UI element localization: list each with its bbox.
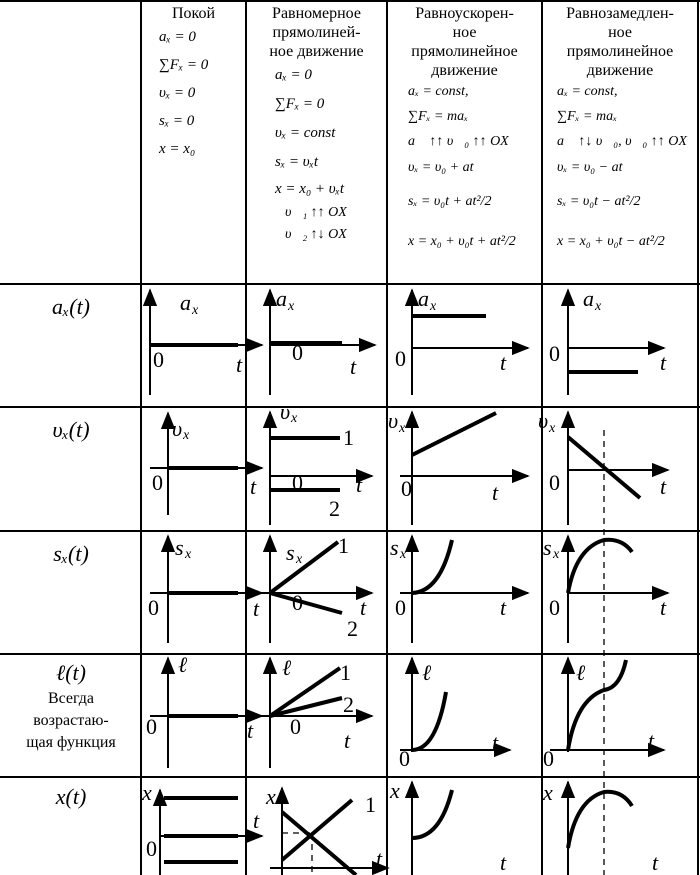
axis-label: υ [538, 408, 549, 433]
axis-label: x [142, 780, 152, 805]
formula: aₓ = 0 [275, 67, 312, 83]
formula: υₓ = 0 [159, 85, 196, 101]
row-function: υₓ(t) [52, 417, 90, 442]
time-label: t [350, 354, 357, 379]
header-title: Покой [171, 5, 216, 22]
axis-label: a [583, 286, 594, 311]
formula: a⃗ ↑↑ υ⃗₀ ↑↑ OX [408, 134, 509, 149]
graph-length-uniform [262, 655, 372, 768]
row-function: ℓ(t) [56, 660, 86, 685]
formula: ∑Fₓ = 0 [159, 57, 209, 73]
zero-label: 0 [395, 346, 406, 371]
zero-label: 0 [292, 340, 303, 365]
formula: υₓ = const [275, 125, 336, 141]
axis-sub: x [192, 303, 199, 318]
graph-x-decelerated [542, 780, 659, 875]
axis-sub: x [291, 411, 298, 426]
series-label: 2 [343, 692, 354, 717]
header-title: Равноускорен- ное прямолинейное движение [411, 5, 518, 79]
zero-label: 0 [401, 476, 412, 501]
axis-sub: x [553, 547, 560, 562]
time-label: t [247, 718, 254, 743]
zero-label: 0 [290, 714, 301, 739]
zero-label: 0 [395, 595, 406, 620]
row-function: sₓ(t) [53, 541, 89, 566]
graph-length-accelerated [399, 658, 510, 771]
time-label: t [360, 595, 367, 620]
formula: υ⃗₁ ↑↑ OX [285, 205, 347, 220]
graph-length-rest [146, 652, 262, 768]
axis-label: υ [172, 416, 183, 441]
axis-label: ℓ [422, 660, 432, 685]
header-title: Равномерное прямолиней- ное движение [269, 5, 364, 60]
zero-label: 0 [146, 836, 157, 861]
formula: ∑Fₓ = 0 [275, 96, 325, 112]
axis-sub: x [595, 299, 602, 314]
formula: a⃗ ↑↓ υ⃗₀, υ⃗₀ ↑↑ OX [557, 134, 687, 149]
formula: x = x₀ + υ₀t + at²/2 [408, 234, 516, 249]
graph-ax-decelerated [549, 286, 667, 395]
axis-label: ℓ [576, 660, 586, 685]
axis-label: a [276, 286, 287, 311]
formula: x = x₀ + υₓt [275, 181, 345, 197]
zero-label: 0 [292, 470, 303, 495]
time-label: t [356, 472, 363, 497]
formula: sₓ = υₓt [275, 154, 319, 170]
zero-label: 0 [399, 746, 410, 771]
time-label: t [500, 850, 507, 875]
time-label: t [660, 474, 667, 499]
time-label: t [253, 808, 260, 833]
axis-label: s [175, 535, 184, 560]
formula: sₓ = 0 [159, 113, 195, 129]
row-note: Всегда возрастаю- щая функция [26, 690, 116, 751]
graph-sx-decelerated [543, 535, 668, 643]
axis-sub: x [549, 421, 556, 436]
graph-ax-rest [150, 290, 262, 395]
graph-x-uniform [265, 784, 388, 875]
graph-ax-accelerated [395, 286, 528, 395]
time-label: t [344, 728, 351, 753]
time-label: t [376, 846, 383, 871]
time-label: t [652, 850, 659, 875]
graph-vx-rest [150, 413, 262, 515]
axis-sub: x [399, 421, 406, 436]
formula: x = x₀ + υ₀t − at²/2 [557, 234, 665, 249]
series-label: 1 [343, 425, 354, 450]
series-label: 2 [347, 616, 358, 641]
row-function: aₓ(t) [51, 294, 91, 319]
time-label: t [250, 474, 257, 499]
formula: υₓ = υ₀ + at [408, 160, 474, 175]
graph-sx-accelerated [390, 535, 528, 643]
time-label: t [500, 595, 507, 620]
time-label: t [236, 352, 243, 377]
axis-label: υ [280, 399, 291, 424]
axis-sub: x [430, 299, 437, 314]
zero-label: 0 [152, 470, 163, 495]
axis-label: ℓ [178, 652, 188, 677]
formula: aₓ = const, [557, 84, 618, 99]
series-label: 1 [338, 533, 349, 558]
axis-label: ℓ [282, 655, 292, 680]
time-label: t [500, 350, 507, 375]
axis-label: s [543, 535, 552, 560]
row-function: x(t) [55, 784, 87, 809]
time-label: t [253, 596, 260, 621]
header-title: Равнозамедлен- ное прямолинейное движение [566, 5, 674, 79]
formula: ∑Fₓ = maₓ [408, 109, 469, 124]
time-label: t [660, 595, 667, 620]
graph-x-rest [141, 780, 262, 875]
axis-sub: x [296, 552, 303, 567]
axis-label: a [418, 286, 429, 311]
time-label: t [492, 730, 499, 755]
formula: aₓ = 0 [159, 29, 196, 45]
graph-sx-rest [148, 535, 262, 643]
time-label: t [660, 350, 667, 375]
zero-label: 0 [549, 595, 560, 620]
graph-vx-accelerated [388, 408, 528, 525]
zero-label: 0 [153, 347, 164, 372]
graph-ax-uniform [270, 286, 375, 395]
axis-label: s [286, 540, 295, 565]
formula: sₓ = υ₀t − at²/2 [557, 194, 641, 209]
graph-x-accelerated [389, 778, 507, 875]
graph-vx-uniform [270, 399, 372, 525]
axis-label: a [180, 290, 191, 315]
graph-sx-uniform [250, 533, 372, 643]
axis-sub: x [185, 547, 192, 562]
axis-label: x [390, 778, 400, 803]
formula: aₓ = const, [408, 84, 469, 99]
axis-label: x [543, 780, 553, 805]
zero-label: 0 [146, 714, 157, 739]
graph-vx-decelerated [538, 408, 668, 875]
axis-label: x [266, 784, 276, 809]
series-label: 1 [340, 660, 351, 685]
time-label: t [648, 728, 655, 753]
formula: υₓ = υ₀ − at [557, 160, 623, 175]
zero-label: 0 [543, 746, 554, 771]
formula: υ⃗₂ ↑↓ OX [285, 227, 347, 242]
axis-label: υ [388, 408, 399, 433]
formula: ∑Fₓ = maₓ [557, 109, 618, 124]
zero-label: 0 [292, 590, 303, 615]
zero-label: 0 [549, 341, 560, 366]
axis-sub: x [183, 428, 190, 443]
axis-sub: x [288, 299, 295, 314]
formula: sₓ = υ₀t + at²/2 [408, 194, 492, 209]
axis-sub: x [400, 547, 407, 562]
time-label: t [492, 480, 499, 505]
zero-label: 0 [148, 595, 159, 620]
formula: x = x₀ [159, 141, 196, 157]
zero-label: 0 [549, 470, 560, 495]
series-label: 1 [365, 792, 376, 817]
series-label: 2 [329, 496, 340, 521]
axis-label: s [390, 535, 399, 560]
